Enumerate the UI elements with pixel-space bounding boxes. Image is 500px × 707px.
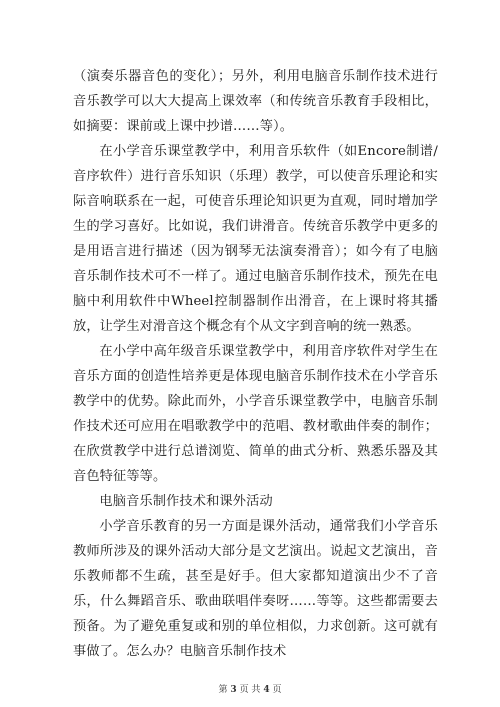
footer-prefix: 第	[218, 685, 228, 695]
body-text	[73, 64, 438, 664]
paragraph-continued: （演奏乐器音色的变化）；另外，利用电脑音乐制作技术进行音乐教学可以大大提高上课效率（和传统音乐教育手段相比，如摘要：课前或上课中抄谱……等）。	[73, 69, 438, 134]
footer-suffix: 页	[272, 685, 282, 695]
footer-page-total: 4	[263, 685, 270, 695]
paragraph-extracurricular: 小学音乐教育的另一方面是课外活动，通常我们小学音乐教师所涉及的课外活动大部分是文艺演出。说起文艺演出，音乐教师都不生疏，甚至是好手。但大家都知道演出少不了音乐，什么舞蹈音乐、歌曲联唱伴奏呀……等等。这些都需要去预备。为了避免重复或和别的单位相似，力求创新。这可就有事做了。怎么办？电脑音乐制作技术	[73, 519, 438, 659]
section-heading: 电脑音乐制作技术和课外活动	[99, 494, 273, 509]
footer-page-current: 3	[230, 685, 237, 695]
page-footer	[0, 682, 500, 695]
footer-middle: 页 共	[239, 685, 261, 695]
paragraph-encore-teaching: 在小学音乐课堂教学中，利用音乐软件（如Encore制谱/音序软件）进行音乐知识（乐理）教学，可以使音乐理论和实际音响联系在一起，可使音乐理论知识更为直观，同时增加学生的学习喜好。比如说，我们讲滑音。传统音乐教学中更多的是用语言进行描述（因为钢琴无法演奏滑音）；如今有了电脑音乐制作技术可不一样了。通过电脑音乐制作技术，预先在电脑中利用软件中Wheel控制器制作出滑音，在上课时将其播放，让学生对滑音这个概念有个从文字到音响的统一熟悉。	[73, 144, 438, 334]
paragraph-sequencer-advantage: 在小学中高年级音乐课堂教学中，利用音序软件对学生在音乐方面的创造性培养更是体现电脑音乐制作技术在小学音乐教学中的优势。除此而外，小学音乐课堂教学中，电脑音乐制作技术还可应用在唱歌教学中的范唱、教材歌曲伴奏的制作；在欣赏教学中进行总谱浏览、简单的曲式分析、熟悉乐器及其音色特征等等。	[73, 344, 438, 484]
